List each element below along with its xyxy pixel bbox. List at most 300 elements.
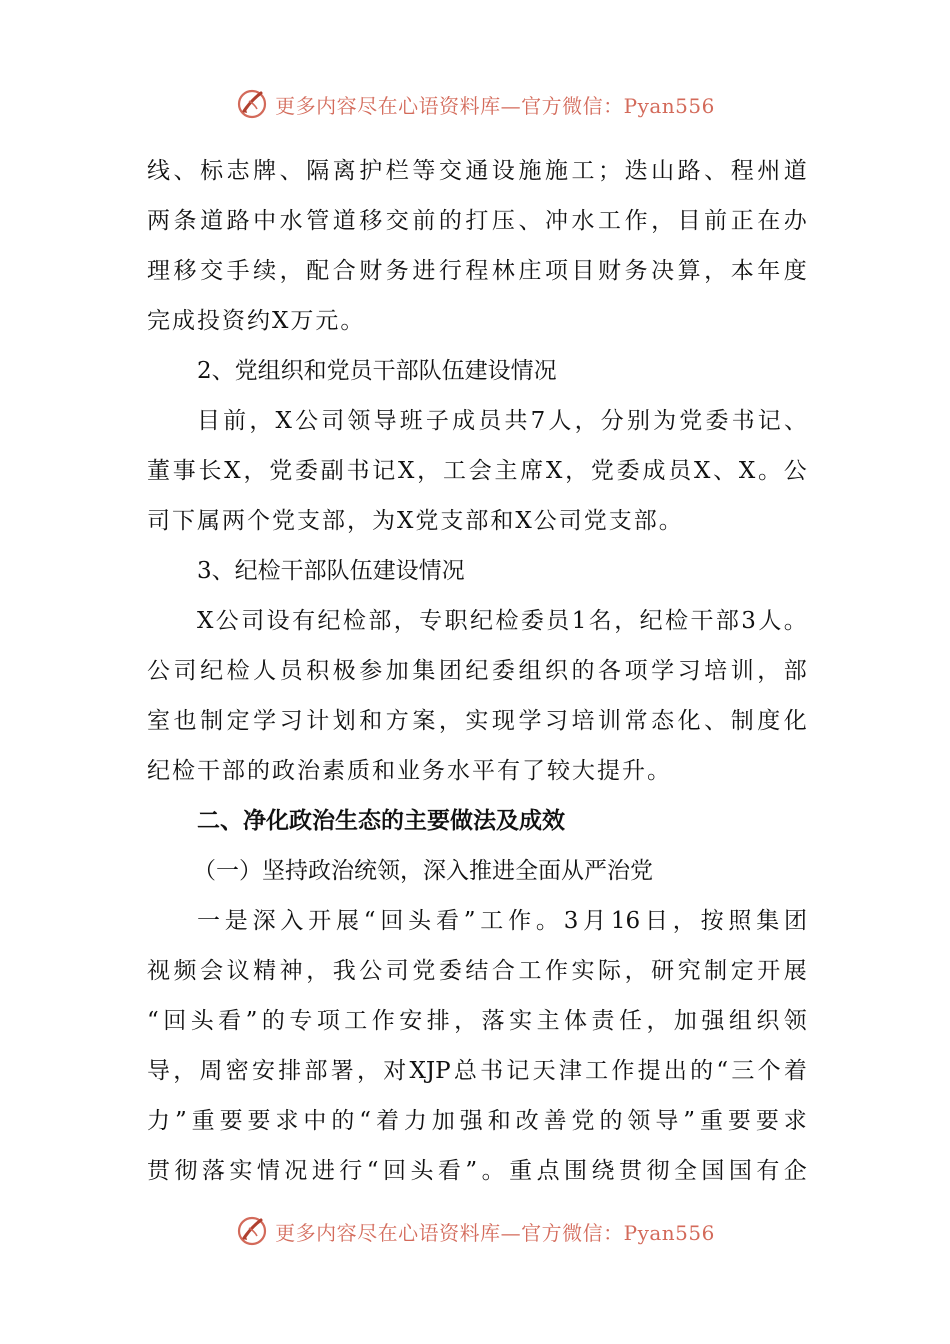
brush-logo-icon [235,87,269,121]
glyph: 检 [665,608,689,634]
glyph: 员 [668,458,692,484]
glyph: 州 [757,158,781,184]
glyph: 着 [783,1058,807,1084]
glyph: 行 [438,258,462,284]
glyph: 案 [412,708,436,734]
glyph: 落 [481,1008,505,1034]
glyph: 的 [571,658,595,684]
text-line [147,646,807,696]
glyph: 为 [653,408,677,434]
text-line [147,946,807,996]
glyph: 项 [544,258,568,284]
glyph: 配 [306,258,330,284]
glyph: 3 [563,908,579,934]
glyph: 开 [308,908,332,934]
glyph: 究 [677,958,701,984]
glyph: 态 [651,708,675,734]
glyph: 条 [173,208,197,234]
glyph: 等 [412,158,436,184]
glyph: 组 [518,658,542,684]
glyph: ， [249,408,273,434]
glyph: 员 [546,608,570,634]
glyph: ， [624,958,648,984]
glyph: 理 [147,258,170,284]
glyph: 。 [535,908,559,934]
glyph: 落 [201,1158,225,1184]
glyph: 打 [465,208,489,234]
glyph: 务 [624,258,648,284]
glyph: ” [463,908,476,934]
glyph: 月 [583,908,607,934]
glyph: 频 [173,958,197,984]
glyph: 积 [306,658,330,684]
glyph: 公 [295,408,319,434]
glyph: 交 [200,258,224,284]
glyph: XJP [409,1058,451,1084]
glyph: 个 [757,1058,781,1084]
glyph: ， [243,458,267,484]
glyph: 团 [438,658,462,684]
glyph: 况 [284,1158,308,1184]
glyph: 办 [783,208,807,234]
glyph: 纪 [200,658,224,684]
glyph: 路 [226,208,250,234]
glyph: 副 [320,458,344,484]
glyph: 党 [412,958,436,984]
glyph: 委 [705,408,729,434]
glyph: 人 [548,408,572,434]
glyph: 要 [755,1108,779,1134]
glyph: 、 [173,158,197,184]
glyph: 国 [728,1158,752,1184]
glyph: 集 [412,658,436,684]
glyph: 两 [147,208,170,234]
glyph: ， [279,258,303,284]
glyph: 深 [252,908,276,934]
glyph: 、 [279,158,303,184]
glyph: 务 [385,258,409,284]
glyph: 移 [359,208,383,234]
glyph: 求 [783,1108,807,1134]
glyph: 安 [252,1058,275,1084]
glyph: 际 [598,958,622,984]
glyph: 培 [704,658,728,684]
glyph: 中 [303,1108,327,1134]
glyph: 作 [611,1058,635,1084]
glyph: 委 [616,458,640,484]
glyph: 定 [226,708,250,734]
glyph: 周 [199,1058,223,1084]
glyph: 全 [673,1158,697,1184]
glyph: 重 [699,1108,723,1134]
glyph: 津 [558,1058,582,1084]
text-line [147,196,807,246]
text-line [147,246,807,296]
glyph: 子 [425,408,449,434]
glyph: 、 [704,158,728,184]
glyph: 学 [518,708,542,734]
glyph: 公 [215,608,239,634]
glyph: 3 [741,608,756,634]
glyph: 看 [435,908,459,934]
brush-logo-icon [235,1214,269,1248]
glyph: 的 [599,1108,623,1134]
subsection-heading: （一）坚持政治统领，深入推进全面从严治党 [193,858,653,884]
section-title: 2、党组织和党员干部队伍建设情况 [197,358,557,384]
glyph: 年 [757,258,781,284]
glyph: 善 [543,1108,567,1134]
glyph: 神 [279,958,303,984]
glyph: 项 [624,658,648,684]
glyph: 记 [757,408,781,434]
glyph: 织 [544,658,568,684]
glyph: 员 [279,658,303,684]
glyph: ， [704,258,728,284]
glyph: 纪 [317,608,341,634]
glyph: 董 [147,458,170,484]
glyph: 正 [730,208,754,234]
glyph: 习 [544,708,568,734]
glyph: 管 [306,208,330,234]
watermark-footer [0,1211,950,1251]
glyph: 隔 [306,158,330,184]
glyph: 出 [663,1058,687,1084]
glyph: 事 [172,458,196,484]
glyph: 职 [444,608,468,634]
glyph: X [693,458,711,484]
glyph: 实 [229,1158,253,1184]
glyph: 财 [598,258,622,284]
glyph: 前 [223,408,247,434]
glyph: 书 [480,1058,504,1084]
glyph: 算 [677,258,701,284]
glyph: 栏 [385,158,409,184]
glyph: 定 [730,958,754,984]
glyph: 会 [468,458,492,484]
glyph: 头 [408,908,432,934]
glyph: 制 [704,958,728,984]
glyph: 专 [289,1008,313,1034]
glyph: 责 [591,1008,615,1034]
glyph: ” [174,1108,187,1134]
glyph: 长 [198,458,222,484]
glyph: 情 [256,1158,280,1184]
text-line [147,146,807,196]
glyph: 工 [480,908,504,934]
glyph: ” [245,1008,258,1034]
glyph: 安 [399,1008,423,1034]
glyph: 检 [226,658,250,684]
glyph: 工 [344,1008,368,1034]
glyph: 结 [465,958,489,984]
glyph: 主 [536,1008,560,1034]
glyph: 交 [438,158,462,184]
glyph: ， [651,208,675,234]
glyph: 司 [173,658,197,684]
glyph: 彻 [174,1158,198,1184]
glyph: 部 [368,608,392,634]
glyph: 按 [700,908,724,934]
glyph: 7 [530,408,546,434]
glyph: 司 [321,408,345,434]
glyph: 习 [279,708,303,734]
glyph: 合 [491,958,515,984]
glyph: 力 [147,1108,170,1134]
glyph: 移 [173,258,197,284]
glyph: 加 [385,658,409,684]
glyph: ， [574,408,598,434]
glyph: X [738,458,756,484]
glyph: 化 [783,708,807,734]
glyph: 回 [163,1008,187,1034]
glyph: 党 [590,458,614,484]
glyph: 党 [679,408,703,434]
glyph: 精 [253,958,277,984]
glyph: 委 [438,958,462,984]
glyph: 、 [713,458,737,484]
glyph: 贯 [147,1158,170,1184]
glyph: 冲 [544,208,568,234]
glyph: 方 [385,708,409,734]
glyph: 线 [147,158,170,184]
glyph: 工 [518,958,542,984]
glyph: 的 [690,1058,714,1084]
glyph: 围 [564,1158,588,1184]
glyph: 重 [191,1108,215,1134]
glyph: 中 [253,208,277,234]
glyph: 度 [757,708,781,734]
glyph: ” [465,1158,478,1184]
text-line: 司下属两个党支部，为X党支部和X公司党支部。 [147,508,684,534]
glyph: 排 [278,1058,302,1084]
glyph: 制 [200,708,224,734]
glyph: 学 [651,658,675,684]
glyph: 。 [758,458,782,484]
glyph: 道 [332,208,356,234]
glyph: 有 [756,1158,780,1184]
glyph: 求 [275,1108,299,1134]
glyph: 本 [730,258,754,284]
glyph: 作 [624,208,648,234]
glyph: 度 [783,258,807,284]
glyph: 压 [491,208,515,234]
glyph: 工 [598,208,622,234]
watermark-text: 更多内容尽在心语资料库—官方微信：Pyan556 [275,93,715,118]
glyph: 名 [588,608,612,634]
glyph: 天 [532,1058,556,1084]
glyph: 公 [147,658,170,684]
glyph: ， [173,1058,197,1084]
glyph: 纪 [639,608,663,634]
chapter-heading: 二、净化政治生态的主要做法及成效 [197,808,565,834]
text-line [147,1046,807,1096]
glyph: 、 [518,208,542,234]
glyph: 在 [757,208,781,234]
glyph: 加 [431,1108,455,1134]
glyph: 庄 [518,258,542,284]
glyph: 彻 [646,1158,670,1184]
glyph: 委 [520,608,544,634]
glyph: 检 [342,608,366,634]
glyph: 头 [190,1008,214,1034]
glyph: 密 [225,1058,249,1084]
glyph: 、 [704,708,728,734]
glyph: 目 [197,408,220,434]
glyph: 部 [715,608,739,634]
glyph: 合 [332,258,356,284]
glyph: 班 [399,408,423,434]
glyph: 团 [783,908,807,934]
glyph: 各 [598,658,622,684]
glyph: 司 [385,958,409,984]
glyph: 排 [426,1008,450,1034]
glyph: 干 [690,608,714,634]
glyph: 道 [783,158,807,184]
glyph: ， [393,608,417,634]
glyph: 训 [598,708,622,734]
glyph: 交 [385,208,409,234]
glyph: 志 [226,158,250,184]
text-line [147,996,807,1046]
glyph: 绕 [591,1158,615,1184]
glyph: 计 [306,708,330,734]
glyph: 是 [224,908,248,934]
glyph: 书 [346,458,370,484]
glyph: 山 [651,158,675,184]
glyph: 迭 [624,158,648,184]
glyph: 强 [701,1008,725,1034]
glyph: “ [363,908,376,934]
glyph: 研 [651,958,675,984]
glyph: 记 [506,1058,530,1084]
glyph: 工 [571,158,595,184]
glyph: ， [454,1008,478,1034]
glyph: 设 [491,158,515,184]
glyph: 实 [509,1008,533,1034]
text-line [147,1146,807,1196]
watermark-text: 更多内容尽在心语资料库—官方微信：Pyan556 [275,1220,715,1245]
glyph: 员 [478,408,502,434]
glyph: 1 [571,608,587,634]
glyph: 前 [412,208,436,234]
glyph: ， [646,1008,670,1034]
glyph: 室 [147,708,170,734]
glyph: 领 [627,1108,651,1134]
glyph: 极 [332,658,356,684]
glyph: 学 [253,708,277,734]
text-line [147,396,807,446]
glyph: 要 [219,1108,243,1134]
glyph: 、 [783,408,807,434]
glyph: 我 [332,958,356,984]
glyph: 道 [200,208,224,234]
text-line [147,896,807,946]
glyph: 进 [311,1158,335,1184]
glyph: 实 [465,708,489,734]
glyph: 施 [518,158,542,184]
glyph: 看 [437,1158,461,1184]
glyph: ； [598,158,622,184]
glyph: 检 [495,608,519,634]
glyph: 牌 [253,158,277,184]
glyph: 看 [218,1008,242,1034]
glyph: 纪 [465,658,489,684]
glyph: 要 [727,1108,751,1134]
glyph: 主 [494,458,518,484]
glyph: “ [716,1058,729,1084]
glyph: 回 [380,908,404,934]
glyph: 集 [756,908,780,934]
glyph: ， [614,608,638,634]
glyph: “ [359,1108,372,1134]
glyph: 别 [626,408,650,434]
glyph: X [398,458,415,484]
glyph: 入 [280,908,304,934]
glyph: 部 [783,658,807,684]
glyph: 施 [544,158,568,184]
glyph: 重 [509,1158,533,1184]
glyph: 也 [173,708,197,734]
glyph: 领 [783,1008,807,1034]
glyph: ， [306,958,330,984]
section-title: 3、纪检干部队伍建设情况 [197,558,465,584]
glyph: 程 [465,258,489,284]
glyph: 贯 [618,1158,642,1184]
glyph: 任 [618,1008,642,1034]
glyph: ， [438,708,462,734]
text-line [147,696,807,746]
glyph: 人 [253,658,277,684]
glyph: 进 [412,258,436,284]
glyph: 席 [520,458,544,484]
glyph: 有 [292,608,316,634]
glyph: 16 [610,908,641,934]
glyph: 点 [536,1158,560,1184]
glyph: 行 [339,1158,363,1184]
glyph: 纪 [470,608,494,634]
glyph: 培 [571,708,595,734]
glyph: X [224,458,241,484]
glyph: 共 [504,408,528,434]
glyph: 实 [571,958,595,984]
glyph: 展 [335,908,359,934]
glyph: 和 [487,1108,511,1134]
glyph: 导 [655,1108,679,1134]
glyph: 司 [241,608,265,634]
glyph: 开 [757,958,781,984]
glyph: ， [757,658,781,684]
glyph: 手 [226,258,250,284]
glyph: 总 [453,1058,477,1084]
glyph: 。 [783,608,807,634]
glyph: ， [565,458,589,484]
glyph: 离 [332,158,356,184]
glyph: 委 [294,458,318,484]
glyph: 划 [332,708,356,734]
glyph: 参 [359,658,383,684]
glyph: 人 [758,608,782,634]
glyph: 公 [359,958,383,984]
glyph: 水 [279,208,303,234]
glyph: 强 [459,1108,483,1134]
glyph: 导 [373,408,397,434]
glyph: 工 [442,458,466,484]
glyph: 标 [200,158,224,184]
glyph: 分 [600,408,624,434]
text-line [147,1096,807,1146]
glyph: 记 [372,458,396,484]
glyph: 现 [491,708,515,734]
